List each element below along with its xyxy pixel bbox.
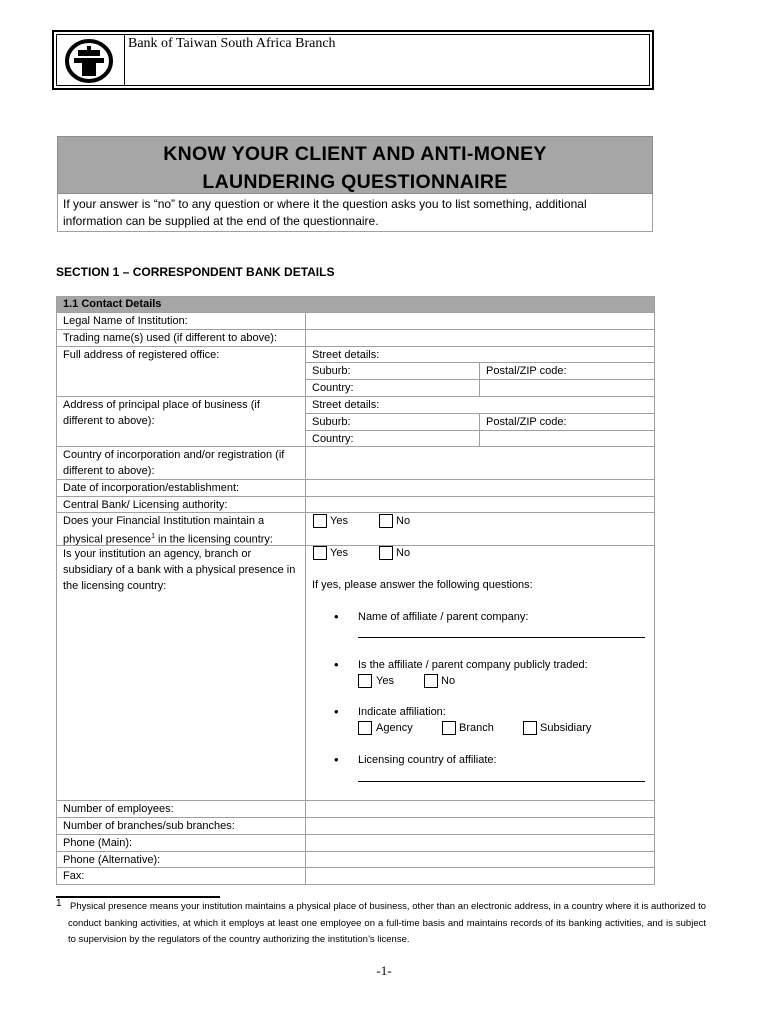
page-number: -1-: [376, 963, 392, 978]
option-yes-label: Yes: [330, 547, 348, 559]
label-principal-address: Address of principal place of business (if different to above):: [63, 399, 260, 427]
checkbox-physical-presence-yes[interactable]: [313, 514, 327, 528]
footnote-text: Physical presence means your institution maintains a physical place of business, other than an electronic address, in a country where it is authorized to conduct banking activities, at which it employs at least one employee on a full-time basis and maintains records of its banking activities, and is subject to supervision by the regulators of the country authorizing the institution’s license.: [68, 901, 706, 945]
option-yes-label: Yes: [376, 675, 394, 687]
field-country-principal[interactable]: Country:: [312, 433, 354, 445]
address-subrule: [305, 413, 655, 414]
table-rule: [56, 884, 655, 885]
checkbox-physical-presence-no[interactable]: [379, 514, 393, 528]
label-fax: Fax:: [63, 870, 85, 882]
label-phone-main: Phone (Main):: [63, 837, 133, 849]
bullet-icon: •: [334, 704, 339, 719]
footnote-ref: 1: [151, 533, 155, 540]
checkbox-publicly-traded-no[interactable]: [424, 674, 438, 688]
label-physical-presence: [63, 513, 298, 548]
field-street-principal[interactable]: Street details:: [312, 399, 380, 411]
field-suburb-registered[interactable]: Suburb:: [312, 365, 351, 377]
header-divider: [124, 34, 125, 86]
checkbox-agency-no[interactable]: [379, 546, 393, 560]
label-country-incorporation: Country of incorporation and/or registration (if different to above):: [63, 449, 285, 477]
title-line-1: KNOW YOUR CLIENT AND ANTI-MONEY: [163, 143, 547, 165]
bank-name: Bank of Taiwan South Africa Branch: [128, 36, 336, 51]
question-indicate-affiliation: Indicate affiliation:: [358, 706, 446, 718]
licensing-country-input-line[interactable]: [358, 781, 645, 782]
option-branch-label: Branch: [459, 722, 494, 734]
checkbox-agency[interactable]: [358, 721, 372, 735]
followup-intro: If yes, please answer the following questions:: [312, 579, 533, 591]
question-publicly-traded: Is the affiliate / parent company publicly traded:: [358, 659, 588, 671]
label-physical-presence-line1: Does your Financial Institution maintain a: [63, 515, 265, 527]
address-subdivider: [479, 362, 480, 396]
label-central-bank: Central Bank/ Licensing authority:: [63, 499, 228, 511]
option-yes-label: Yes: [330, 515, 348, 527]
field-street-registered[interactable]: Street details:: [312, 349, 380, 361]
checkbox-publicly-traded-yes[interactable]: [358, 674, 372, 688]
label-registered-address: Full address of registered office:: [63, 349, 220, 361]
bank-logo-icon: [60, 38, 118, 84]
label-physical-presence-line2: [63, 529, 298, 548]
option-subsidiary-label: Subsidiary: [540, 722, 592, 734]
label-branches: Number of branches/sub branches:: [63, 820, 235, 832]
checkbox-subsidiary[interactable]: [523, 721, 537, 735]
address-subrule: [305, 430, 655, 431]
field-postal-principal[interactable]: Postal/ZIP code:: [486, 416, 567, 428]
question-licensing-country: Licensing country of affiliate:: [358, 754, 497, 766]
question-affiliate-name: Name of affiliate / parent company:: [358, 611, 529, 623]
table-header: 1.1 Contact Details: [63, 298, 162, 310]
label-legal-name: Legal Name of Institution:: [63, 315, 188, 327]
option-no-label: No: [396, 515, 411, 527]
table-border-left: [56, 296, 57, 885]
label-trading-names: Trading name(s) used (if different to above):: [63, 332, 277, 344]
address-subdivider: [479, 413, 480, 446]
document-title: [57, 140, 653, 196]
title-line-2: LAUNDERING QUESTIONNAIRE: [202, 171, 508, 193]
label-phone-alt: Phone (Alternative):: [63, 854, 161, 866]
option-no-label: No: [441, 675, 456, 687]
option-no-label: No: [396, 547, 411, 559]
table-rule: [56, 834, 655, 835]
field-postal-registered[interactable]: Postal/ZIP code:: [486, 365, 567, 377]
physical-presence-term: physical presence: [63, 533, 152, 546]
table-border-right: [654, 296, 655, 885]
checkbox-branch[interactable]: [442, 721, 456, 735]
label-employees: Number of employees:: [63, 803, 174, 815]
field-country-registered[interactable]: Country:: [312, 382, 354, 394]
footnote-rule: [56, 896, 220, 898]
label-date-incorporation: Date of incorporation/establishment:: [63, 482, 240, 494]
footnote-number: 1: [56, 898, 62, 909]
label-agency-question: Is your institution an agency, branch or subsidiary of a bank with a physical presence in the licensing country:: [63, 548, 296, 592]
checkbox-agency-yes[interactable]: [313, 546, 327, 560]
section-title: SECTION 1 – CORRESPONDENT BANK DETAILS: [56, 265, 335, 279]
bullet-icon: •: [334, 752, 339, 767]
field-suburb-principal[interactable]: Suburb:: [312, 416, 351, 428]
option-agency-label: Agency: [376, 722, 413, 734]
intro-text: If your answer is “no” to any question or where it the question asks you to list something, additional information can be supplied at the end of the questionnaire.: [63, 197, 587, 228]
bullet-icon: •: [334, 657, 339, 672]
address-subrule: [305, 379, 655, 380]
bullet-icon: •: [334, 609, 339, 624]
physical-presence-tail: in the licensing country:: [154, 533, 273, 546]
affiliate-name-input-line[interactable]: [358, 637, 645, 638]
